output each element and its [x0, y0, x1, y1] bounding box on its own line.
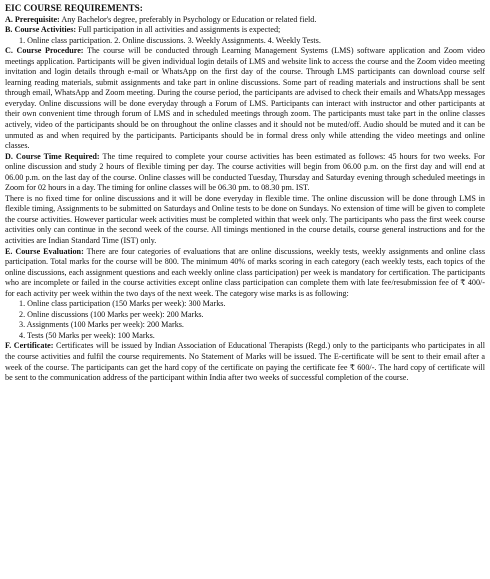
- prerequisite-text: Any Bachelor's degree, preferably in Psychology or Education or related field.: [59, 14, 317, 24]
- section-course-procedure: [5, 46, 485, 151]
- evaluation-marks-list: [5, 299, 485, 341]
- time-text: The time required to complete your course activities has been estimated as follows: 45 hours for two weeks. For online discussion and study 2 hours of flexible timing per day. The course activities will begin from 06.00 p.m. on the first day and will end at 06.00 p.m. on the last day of the course. Online classes will be conducted Tuesday, Thursday and Saturday evening through scheduled meetings in Zoom for 02 hours in a day. The timing for online classes will be 06.30 pm. to 08.30 pm. IST.: [5, 151, 485, 193]
- procedure-label: C. Course Procedure:: [5, 46, 84, 56]
- certificate-text: Certificates will be issued by Indian Association of Educational Therapists (Regd.) only to the participants who participates in all the course activities and fulfil the course requirements. No Statement of Marks will be issued. The E-certificate will be sent to their email after a week of the course. The participants can get the hard copy of the certificate on paying the certificate fee ₹ 600/-. The hard copy of certificate will be sent to the communication address of the participant within India after two weeks of successful completion of the course.: [5, 341, 485, 383]
- list-item: 2. Online discussions (100 Marks per week): 200 Marks.: [19, 309, 204, 319]
- prerequisite-label: A. Prerequisite:: [5, 14, 60, 24]
- section-certificate: [5, 341, 485, 383]
- section-prerequisite: [5, 15, 485, 26]
- list-item: 3. Assignments (100 Marks per week): 200 Marks.: [19, 320, 184, 330]
- activities-label: B. Course Activities:: [5, 25, 77, 35]
- evaluation-text: There are four categories of evaluations that are online discussions, weekly tests, weekly assignments and online class participation. Total marks for the course will be 800. The minimum 40% of marks scoring in each category (each weekly tests, each topics of the online discussions, each assignment questions and each weekly online class participation) per week is mandatory for certification. The participants who are incomplete or failed in the course activities except online class participation can complete them with late fee/resubmission fee of ₹ 400/- for each activity per week within the two days of the next week. The category wise marks is as following:: [5, 246, 485, 298]
- list-item: 1. Online class participation (150 Marks per week): 300 Marks.: [19, 299, 226, 309]
- activities-list: 1. Online class participation. 2. Online discussions. 3. Weekly Assignments. 4. Weekly Tests.: [19, 35, 321, 45]
- list-item: 4. Tests (50 Marks per week): 100 Marks.: [19, 330, 155, 340]
- document-title: EIC COURSE REQUIREMENTS:: [5, 3, 143, 13]
- certificate-label: F. Certificate:: [5, 341, 54, 351]
- time-text-continued: There is no fixed time for online discussions and it will be done everyday in flexible time. The online discussion will be done through LMS in flexible timing, Assignments to be submitted on Saturdays and Online tests to be done on Sundays. No extension of time will be given to complete the course activities. However particular week activities must be completed within that week only. The participants who pass the first week course activities only can continue in the second week of the course. All timings mentioned in the course details, course general instructions and for the activities are Indian Standard Time (IST) only.: [5, 193, 485, 245]
- section-course-activities: [5, 25, 485, 36]
- section-course-evaluation: [5, 247, 485, 300]
- activities-text: Full participation in all activities and assignments is expected;: [76, 25, 281, 35]
- section-course-time: [5, 152, 485, 194]
- procedure-text: The course will be conducted through Learning Management Systems (LMS) software application and Zoom video meetings application. Participants will be given individual login details of LMS and website link to access the course and the Zoom video meeting invitation and login details through e-mail or WhatsApp on the first day of the course. Through LMS participants can download course self learning reading materials, submit assignments and take part in online discussions. Some part of reading materials and instructions shall be sent through email, WhatsApp and Zoom meeting. During the course period, the participants are advised to check their emails and WhatsApp messages everyday. Online discussions will be done everyday through a Forum of LMS. Participants can interact with instructor and other participants at their own convenient time through forum of LMS and in scheduled meetings through zoom. The participants must take part in the online classes actively, video of the participants should be on throughout the online classes and it should not be muted/off. Audio should be muted and it can be unmuted as and when required by the participants. Participants should be in formal dress only while attending the video meetings and online classes.: [5, 46, 485, 151]
- evaluation-label: E. Course Evaluation:: [5, 246, 84, 256]
- time-label: D. Course Time Required:: [5, 151, 100, 161]
